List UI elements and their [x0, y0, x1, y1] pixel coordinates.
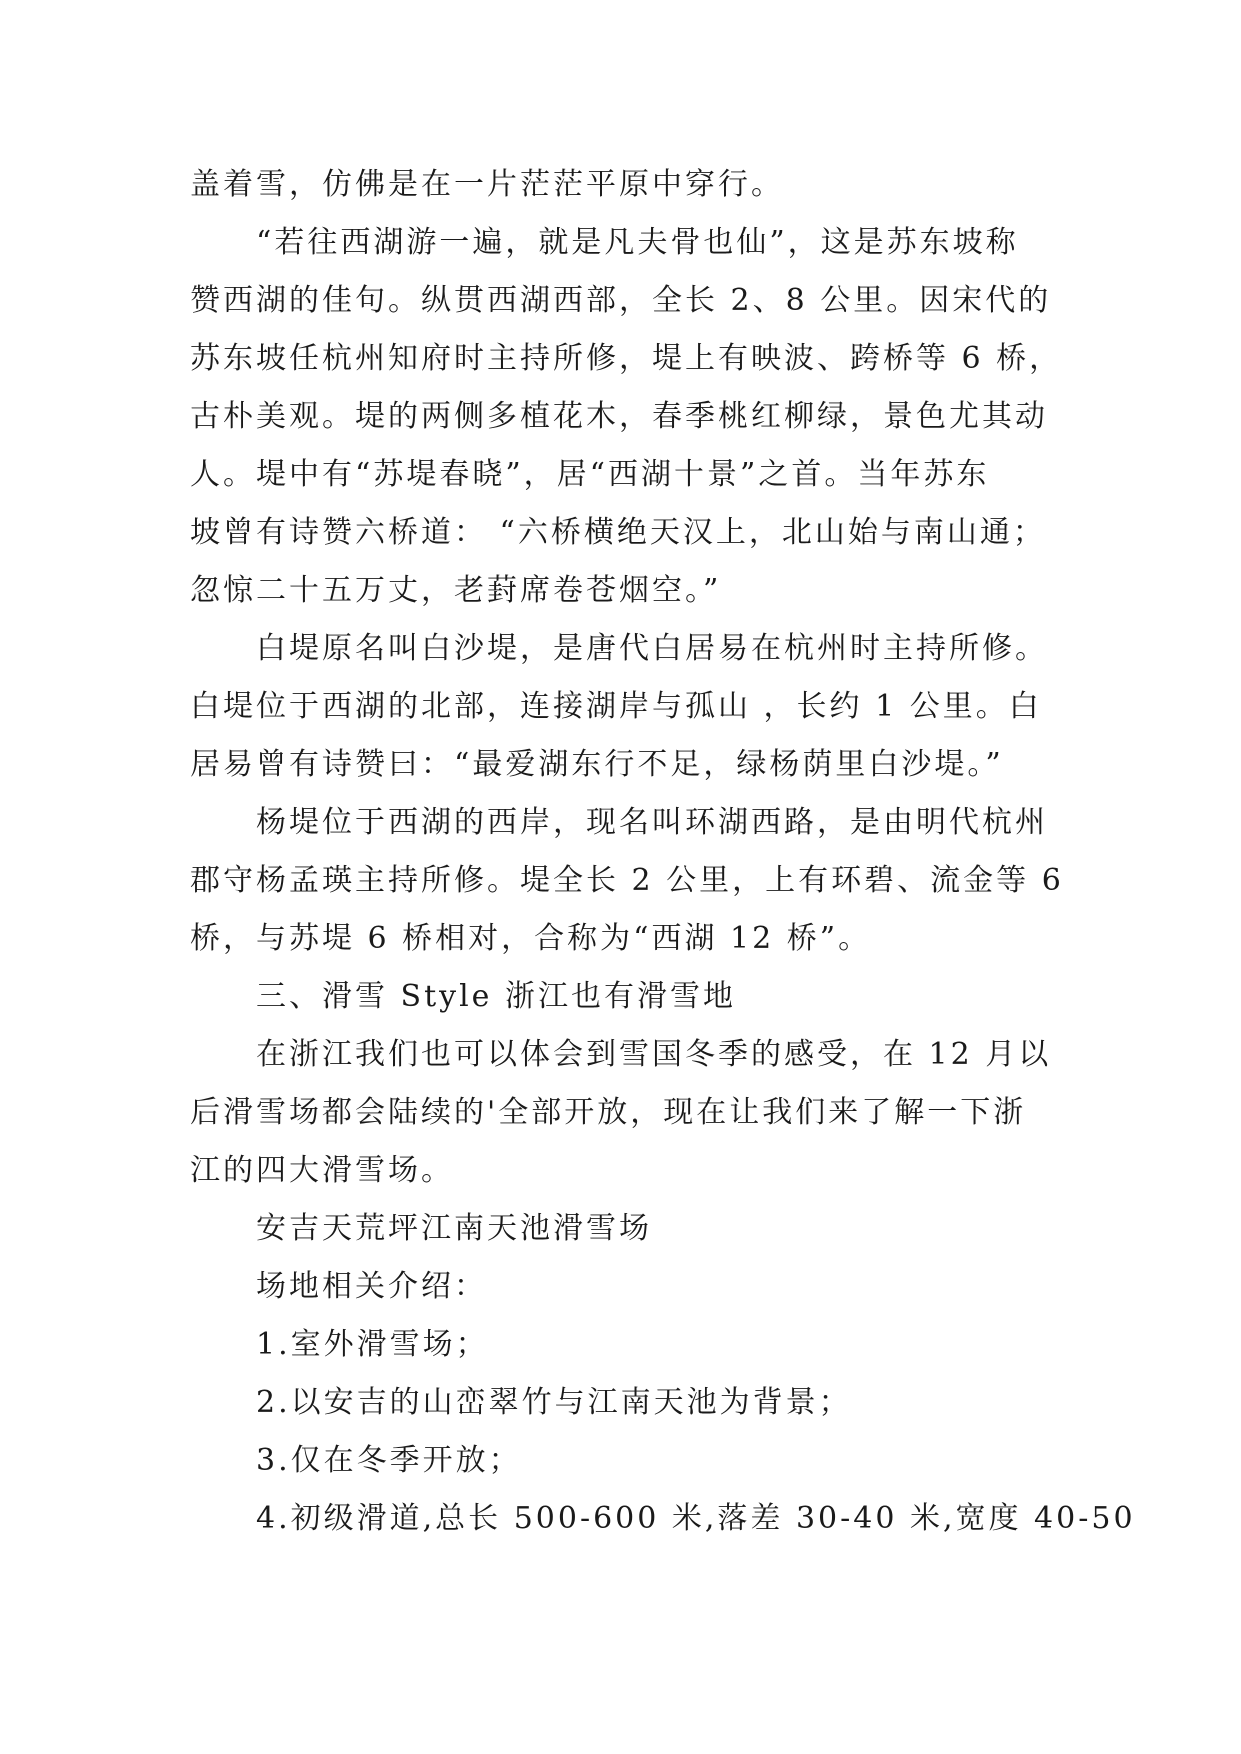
- list-item: 1.室外滑雪场；: [256, 1327, 489, 1362]
- text-line: 江的四大滑雪场。: [190, 1153, 454, 1188]
- list-item: 2.以安吉的山峦翠竹与江南天池为背景；: [256, 1385, 852, 1420]
- text-line: 居易曾有诗赞曰：“最爱湖东行不足，绿杨荫里白沙堤。”: [190, 747, 1004, 782]
- text-line: 忽惊二十五万丈，老葑席卷苍烟空。”: [190, 573, 722, 608]
- text-line: 人。堤中有“苏堤春晓”，居“西湖十景”之首。当年苏东: [190, 457, 990, 492]
- text-line: 后滑雪场都会陆续的'全部开放，现在让我们来了解一下浙: [190, 1095, 1027, 1130]
- venue-title: 安吉天荒坪江南天池滑雪场: [256, 1211, 652, 1246]
- paragraph-first-line: “若往西湖游一遍，就是凡夫骨也仙”，这是苏东坡称: [256, 225, 1019, 260]
- text-line: 坡曾有诗赞六桥道： “六桥横绝天汉上，北山始与南山通；: [190, 515, 1046, 550]
- text-line: 赞西湖的佳句。纵贯西湖西部，全长 2、8 公里。因宋代的: [190, 283, 1052, 318]
- text-line: 古朴美观。堤的两侧多植花木，春季桃红柳绿，景色尤其动: [190, 399, 1048, 434]
- document-body: [190, 156, 1136, 1548]
- intro-label: 场地相关介绍：: [256, 1269, 487, 1304]
- list-item: 3.仅在冬季开放；: [256, 1443, 522, 1478]
- paragraph-first-line: 白堤原名叫白沙堤，是唐代白居易在杭州时主持所修。: [256, 631, 1048, 666]
- text-line: 盖着雪，仿佛是在一片茫茫平原中穿行。: [190, 167, 784, 202]
- paragraph-first-line: 在浙江我们也可以体会到雪国冬季的感受，在 12 月以: [256, 1037, 1052, 1072]
- text-line: 桥，与苏堤 6 桥相对，合称为“西湖 12 桥”。: [190, 921, 872, 956]
- text-line: 白堤位于西湖的北部，连接湖岸与孤山 ，长约 1 公里。白: [190, 689, 1042, 724]
- list-item: 4.初级滑道,总长 500-600 米,落差 30-40 米,宽度 40-50: [256, 1501, 1136, 1536]
- text-line: 苏东坡任杭州知府时主持所修，堤上有映波、跨桥等 6 桥，: [190, 341, 1063, 376]
- text-line: 郡守杨孟瑛主持所修。堤全长 2 公里，上有环碧、流金等 6: [190, 863, 1064, 898]
- section-heading: 三、滑雪 Style 浙江也有滑雪地: [256, 979, 736, 1014]
- paragraph-first-line: 杨堤位于西湖的西岸，现名叫环湖西路，是由明代杭州: [256, 805, 1048, 840]
